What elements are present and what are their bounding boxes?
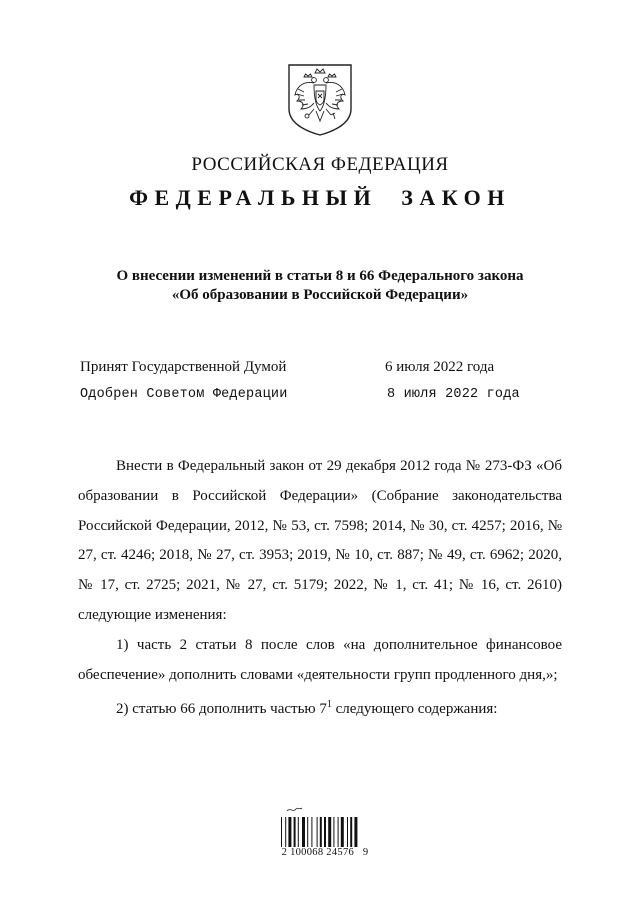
amendment-item-2-superscript: 1 (326, 699, 332, 711)
coat-of-arms-emblem (287, 63, 353, 137)
amendment-item-2-tail: следующего содержания: (331, 701, 498, 718)
barcode-number: 2 100068 24576 9 (281, 847, 369, 858)
law-title-line-2: «Об образовании в Российской Федерации» (171, 287, 469, 303)
amendment-item-2 (78, 690, 562, 725)
amendment-item-1: 1) часть 2 статьи 8 после слов «на дополнительное финансовое обеспечение» дополнить словами «деятельности групп продленного дня,»; (78, 636, 562, 683)
document-type: ФЕДЕРАЛЬНЫЙ ЗАКОН (129, 185, 511, 210)
duma-adoption-label: Принят Государственной Думой (80, 359, 287, 375)
intro-paragraph: Внести в Федеральный закон от 29 декабря 2012 года № 273-ФЗ «Об образовании в Российской Федерации» (Собрание законодательства Российской Федерации, 2012, № 53, ст. 7598; 2014, № 30, ст. 4257; 2016, № 27, ст. 4246; 2018, № 27, ст. 3953; 2019, № 10, ст. 887; № 49, ст. 6962; 2020, № 17, ст. 2725; 2021, № 27, ст. 5179; 2022, № 1, ст. 41; № 16, ст. 2610) следующие изменения: (78, 458, 562, 623)
law-body (78, 452, 562, 725)
amendment-item-2-text: 2) статью 66 дополнить частью 7 (116, 701, 327, 718)
council-approval-label: Одобрен Советом Федерации (80, 387, 288, 402)
country-name: РОССИЙСКАЯ ФЕДЕРАЦИЯ (191, 154, 449, 175)
council-approval-date: 8 июля 2022 года (387, 387, 520, 402)
barcode-icon (277, 803, 367, 847)
duma-adoption-date: 6 июля 2022 года (385, 359, 495, 375)
law-title (60, 267, 580, 305)
law-title-line-1: О внесении изменений в статьи 8 и 66 Федерального закона (116, 268, 524, 284)
coat-of-arms-icon (287, 63, 353, 137)
